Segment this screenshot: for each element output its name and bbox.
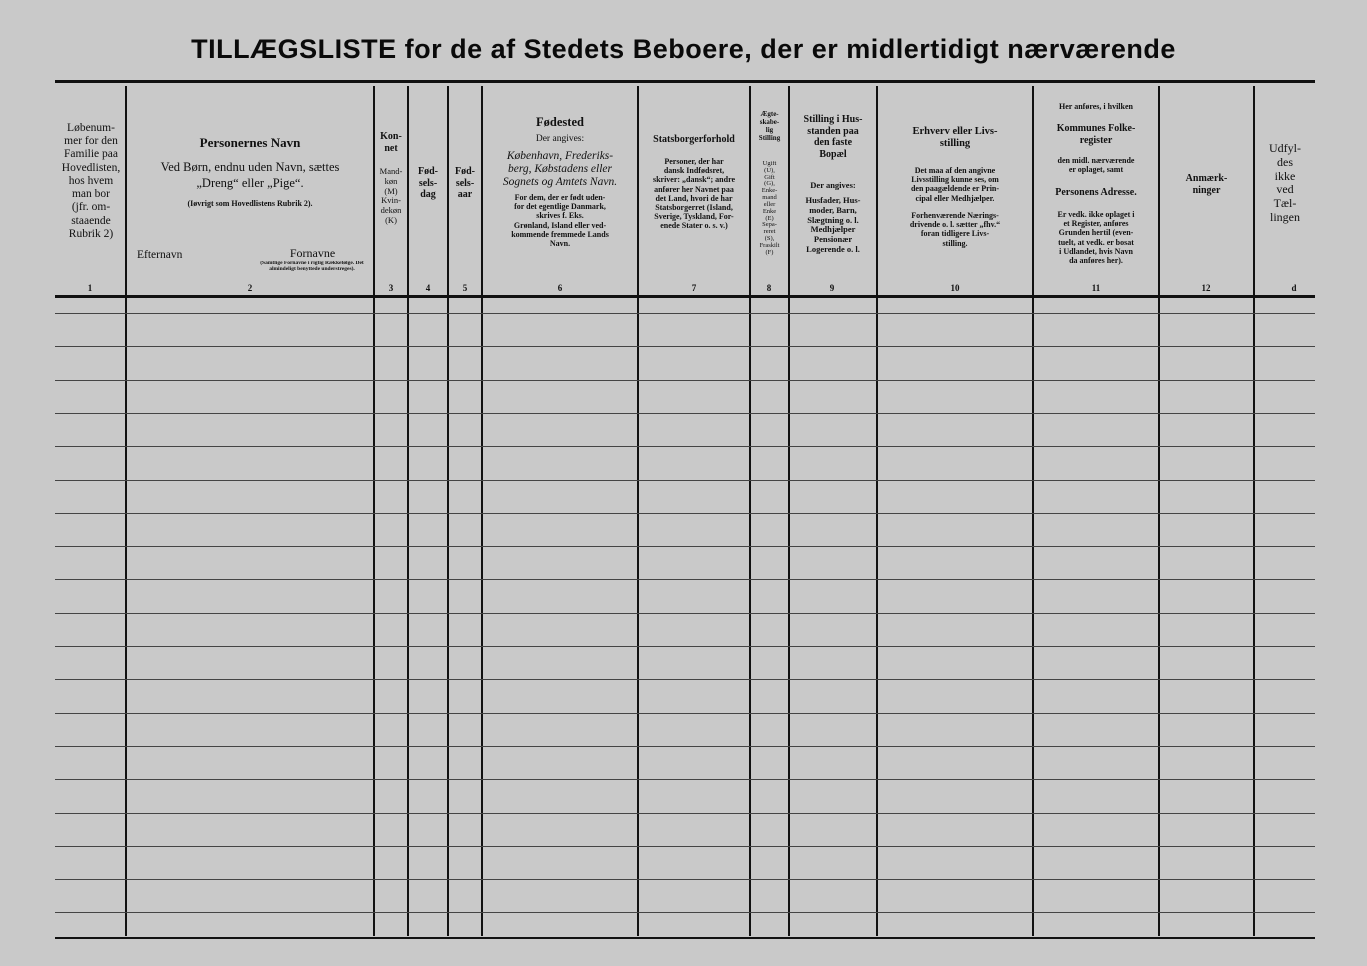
col6-heading: Fødested <box>536 115 584 129</box>
ruled-row-line <box>55 380 1315 381</box>
col6-line1: København, Frederiks- berg, Købstadens eller Sognets og Amtets Navn. <box>502 150 618 189</box>
col3-heading: Kon- net <box>380 131 402 154</box>
col7-number: 7 <box>691 283 697 293</box>
col9-heading: Stilling i Hus- standen paa den faste Bopæl <box>803 114 863 160</box>
col1-text: Løbenum- mer for den Familie paa Hovedlisten, hos hvem man bor (jfr. om- staaende Rubrik 2) <box>61 122 121 240</box>
col4-number: 4 <box>425 283 431 293</box>
ruled-row-line <box>55 579 1315 580</box>
col2-heading: Personernes Navn <box>199 136 301 150</box>
col12-heading: Anmærk- ninger <box>1185 173 1228 196</box>
ruled-row-line <box>55 879 1315 880</box>
ruled-row-line <box>55 713 1315 714</box>
col6-sub: Der angives: <box>535 134 585 144</box>
ruled-row-line <box>55 679 1315 680</box>
col-divider <box>407 86 409 936</box>
cold-number: d <box>1291 283 1297 293</box>
ruled-row-line <box>55 813 1315 814</box>
col-divider <box>1158 86 1160 936</box>
col9-number: 9 <box>829 283 835 293</box>
col6-line2: For dem, der er født uden- for det egentlige Danmark, skrives f. Eks. Grønland, Island eller ved- kommende fremmede Lands Navn. <box>511 193 609 248</box>
top-rule <box>55 80 1315 83</box>
col5-heading: Fød- sels- aar <box>455 166 475 200</box>
col11-text1: den midl. nærværende er oplaget, samt <box>1057 156 1135 175</box>
col8-text: Ugift (U), Gift (G), Enke- mand eller Enke (E) Sepa- reret (S), Fraskilt (F) <box>759 161 780 256</box>
ruled-row-line <box>55 546 1315 547</box>
header-rule <box>55 295 1315 298</box>
col11-top: Her anføres, i hvilken <box>1059 102 1133 111</box>
col10-heading: Erhverv eller Livs- stilling <box>912 126 998 150</box>
col2-number: 2 <box>247 283 253 293</box>
ruled-row-line <box>55 480 1315 481</box>
col11-text2: Er vedk. ikke oplaget i et Register, anføres Grunden hertil (even- tuelt, at vedk. er bosat i Udlandet, hvis Navn da anføres her). <box>1057 210 1135 265</box>
col11-number: 11 <box>1091 283 1101 293</box>
col3-text: Mand- køn (M) Kvin- dekøn (K) <box>379 167 403 225</box>
col10-number: 10 <box>950 283 960 293</box>
ruled-row-line <box>55 346 1315 347</box>
col5-number: 5 <box>462 283 468 293</box>
col10-text2: Forhenværende Nærings- drivende o. l. sætter „fhv.“ foran tidligere Livs- stilling. <box>909 211 1001 248</box>
ruled-row-line <box>55 513 1315 514</box>
ruled-row-line <box>55 746 1315 747</box>
ruled-row-line <box>55 413 1315 414</box>
col-divider <box>447 86 449 936</box>
col1-number: 1 <box>87 283 93 293</box>
col6-number: 6 <box>557 283 563 293</box>
cold-text: Udfyl- des ikke ved Tæl- lingen <box>1269 142 1301 224</box>
col11-heading2: Personens Adresse. <box>1055 187 1137 198</box>
ruled-row-line <box>55 912 1315 913</box>
col2-line2: „Dreng“ eller „Pige“. <box>196 176 304 190</box>
ruled-row-line <box>55 313 1315 314</box>
col7-text: Personer, der har dansk Indfødsret, skriver: „dansk“; andre anfører her Navnet paa det Land, hvori de har Statsborgerret (Island, Sverige, Tyskland, For- enede Stater o. s. v.) <box>652 157 736 231</box>
ruled-row-line <box>55 446 1315 447</box>
col2-surname-label: Efternavn <box>137 249 183 261</box>
form-title: TILLÆGSLISTE for de af Stedets Beboere, der er midlertidigt nærværende <box>191 34 1176 64</box>
col2-note: (Iøvrigt som Hovedlistens Rubrik 2). <box>187 199 313 208</box>
bottom-rule <box>55 937 1315 939</box>
col9-text: Husfader, Hus- moder, Barn, Slægtning o. l. Medhjælper Pensionær Logerende o. l. <box>805 196 861 254</box>
col2-line1-text: Ved Børn, endnu uden Navn, sættes <box>160 160 340 174</box>
ruled-row-line <box>55 779 1315 780</box>
col2-subnote: (Samtlige Fornavne i rigtig Rækkefølge. Det almindeligt benyttede understreges). <box>260 261 364 272</box>
col7-heading: Statsborgerforhold <box>653 134 735 145</box>
col4-heading: Fød- sels- dag <box>418 166 438 200</box>
col8-number: 8 <box>766 283 772 293</box>
ruled-row-line <box>55 846 1315 847</box>
ruled-row-line <box>55 646 1315 647</box>
col2-firstname-label: Fornavne <box>289 247 336 260</box>
col11-heading: Kommunes Folke- register <box>1056 123 1136 146</box>
ruled-row-line <box>55 613 1315 614</box>
col8-heading: Ægte- skabe- lig Stilling <box>758 110 781 143</box>
col3-number: 3 <box>388 283 394 293</box>
col2-line1 <box>127 160 373 174</box>
col9-sub: Der angives: <box>810 181 856 190</box>
col10-text1: Det maa af den angivne Livsstilling kunne ses, om den paagældende er Prin- cipal eller Medhjælper. <box>910 166 1000 203</box>
col12-number: 12 <box>1201 283 1211 293</box>
